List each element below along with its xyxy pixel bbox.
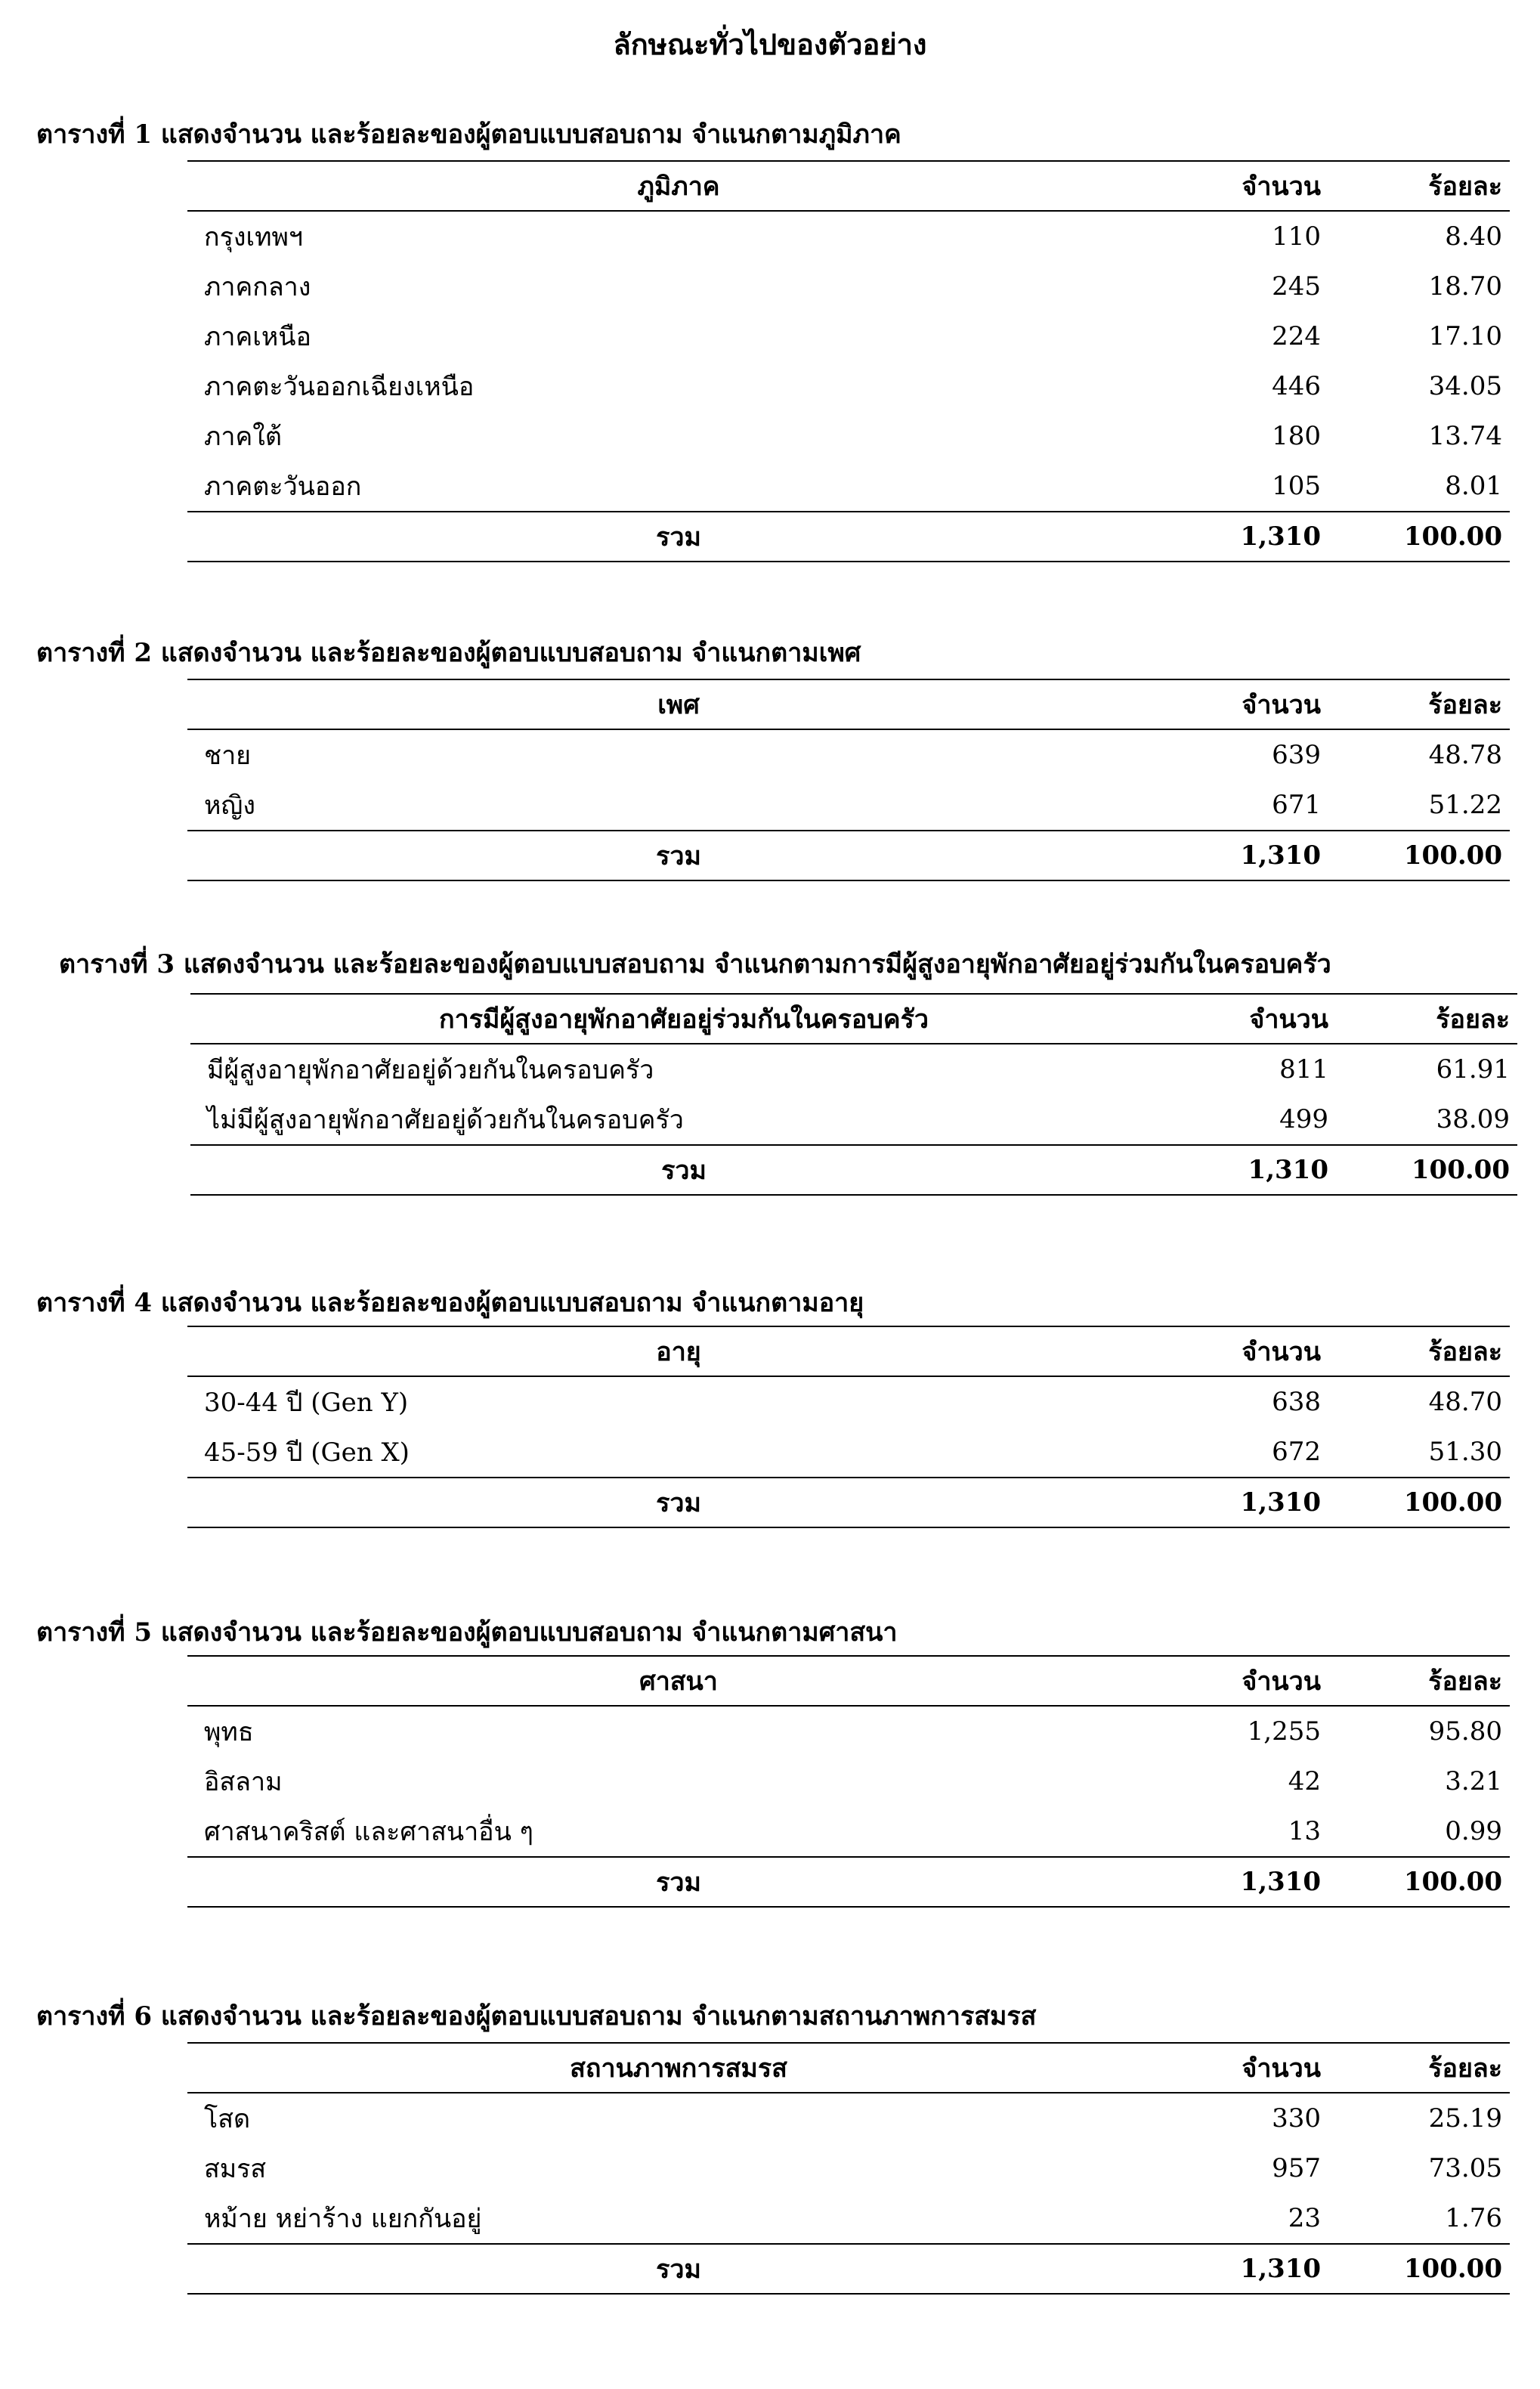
row-label: ศาสนาคริสต์ และศาสนาอื่น ๆ [204,1817,533,1847]
table-row [187,2093,1510,2143]
header-percent: ร้อยละ [1328,679,1510,729]
table-row [187,311,1510,361]
row-label: กรุงเทพฯ [204,222,303,252]
row-label: หญิง [204,791,255,821]
table-caption: ตารางที่ 1 แสดงจำนวน และร้อยละของผู้ตอบแบบสอบถาม จำแนกตามภูมิภาค [36,119,901,150]
total-row [187,831,1510,880]
row-label: 45-59 ปี (Gen X) [204,1437,410,1468]
row-percent: 8.01 [1445,471,1502,501]
row-count: 180 [1272,421,1321,451]
header-percent: ร้อยละ [1336,994,1517,1044]
table-caption: ตารางที่ 6 แสดงจำนวน และร้อยละของผู้ตอบแบบสอบถาม จำแนกตามสถานภาพการสมรส [36,2001,1037,2032]
row-count: 105 [1272,471,1321,501]
total-row [187,512,1510,562]
row-percent: 61.91 [1436,1054,1510,1085]
row-percent: 17.10 [1428,321,1502,351]
table-row [187,361,1510,411]
header-percent: ร้อยละ [1328,1326,1510,1376]
header-category: เพศ [187,679,1170,729]
header-count: จำนวน [1170,161,1328,211]
table-marital-status [187,2042,1510,2295]
header-count: จำนวน [1170,1656,1328,1706]
table-religion [187,1655,1510,1908]
header-count: จำนวน [1170,2043,1328,2093]
header-percent: ร้อยละ [1328,1656,1510,1706]
table-row [187,411,1510,461]
row-label: 30-44 ปี (Gen Y) [204,1388,409,1418]
table-row [187,1756,1510,1806]
row-label: ภาคตะวันออก [204,472,362,502]
table-row [187,729,1510,780]
table-age [187,1326,1510,1528]
row-count: 245 [1272,271,1321,302]
row-percent: 18.70 [1428,271,1502,302]
row-count: 499 [1279,1104,1328,1134]
total-label: รวม [187,1857,1170,1907]
row-label: ชาย [204,741,252,771]
row-percent: 73.05 [1428,2153,1502,2183]
row-count: 811 [1279,1054,1328,1085]
row-percent: 13.74 [1428,421,1502,451]
total-label: รวม [187,2244,1170,2294]
row-label: ภาคตะวันออกเฉียงเหนือ [204,372,475,402]
header-count: จำนวน [1177,994,1336,1044]
row-percent: 48.78 [1428,740,1502,770]
row-count: 23 [1288,2203,1321,2233]
total-count: 1,310 [1170,831,1328,880]
header-category: อายุ [187,1326,1170,1376]
total-row [187,1478,1510,1527]
total-percent: 100.00 [1328,831,1510,880]
row-percent: 51.30 [1428,1437,1502,1467]
total-count: 1,310 [1170,512,1328,562]
row-count: 110 [1272,221,1321,252]
table-row [190,1094,1517,1145]
row-percent: 3.21 [1445,1766,1502,1796]
row-label: โสด [204,2104,251,2134]
total-count: 1,310 [1170,1857,1328,1907]
row-percent: 25.19 [1428,2103,1502,2134]
table-caption: ตารางที่ 4 แสดงจำนวน และร้อยละของผู้ตอบแบบสอบถาม จำแนกตามอายุ [36,1288,864,1318]
table-row [187,461,1510,512]
row-label: ภาคกลาง [204,272,311,302]
row-percent: 8.40 [1445,221,1502,252]
row-label: อิสลาม [204,1767,283,1797]
row-count: 224 [1272,321,1321,351]
row-percent: 38.09 [1436,1104,1510,1134]
table-row [187,780,1510,831]
row-label: ภาคใต้ [204,422,282,452]
header-percent: ร้อยละ [1328,161,1510,211]
total-label: รวม [190,1145,1177,1195]
table-elderly [190,993,1517,1196]
table-row [187,1376,1510,1427]
total-count: 1,310 [1170,1478,1328,1527]
total-count: 1,310 [1177,1145,1336,1195]
header-category: การมีผู้สูงอายุพักอาศัยอยู่ร่วมกันในครอบครัว [190,994,1177,1044]
table-sex [187,679,1510,881]
total-percent: 100.00 [1328,1857,1510,1907]
row-count: 446 [1272,371,1321,401]
table-row [187,1427,1510,1478]
row-count: 1,255 [1247,1716,1321,1747]
row-label: ภาคเหนือ [204,322,311,352]
total-label: รวม [187,512,1170,562]
row-count: 672 [1272,1437,1321,1467]
row-count: 671 [1272,790,1321,820]
table-caption: ตารางที่ 3 แสดงจำนวน และร้อยละของผู้ตอบแบบสอบถาม จำแนกตามการมีผู้สูงอายุพักอาศัยอยู่ร่วมกันในครอบครัว [59,949,1331,979]
row-percent: 48.70 [1428,1387,1502,1417]
table-region [187,160,1510,562]
header-count: จำนวน [1170,1326,1328,1376]
total-percent: 100.00 [1328,512,1510,562]
row-percent: 0.99 [1445,1816,1502,1846]
row-label: หม้าย หย่าร้าง แยกกันอยู่ [204,2204,482,2234]
total-row [187,2244,1510,2294]
row-count: 13 [1288,1816,1321,1846]
total-label: รวม [187,831,1170,880]
table-caption: ตารางที่ 5 แสดงจำนวน และร้อยละของผู้ตอบแบบสอบถาม จำแนกตามศาสนา [36,1617,898,1648]
row-label: พุทธ [204,1717,254,1747]
total-row [190,1145,1517,1195]
row-label: ไม่มีผู้สูงอายุพักอาศัยอยู่ด้วยกันในครอบครัว [207,1105,684,1135]
row-percent: 34.05 [1428,371,1502,401]
header-count: จำนวน [1170,679,1328,729]
table-row [187,2193,1510,2244]
total-percent: 100.00 [1328,2244,1510,2294]
table-row [187,1806,1510,1857]
row-count: 957 [1272,2153,1321,2183]
header-category: สถานภาพการสมรส [187,2043,1170,2093]
page-title: ลักษณะทั่วไปของตัวอย่าง [613,27,927,61]
row-percent: 1.76 [1445,2203,1502,2233]
total-count: 1,310 [1170,2244,1328,2294]
row-label: มีผู้สูงอายุพักอาศัยอยู่ด้วยกันในครอบครัว [207,1055,654,1085]
row-count: 639 [1272,740,1321,770]
table-row [187,2143,1510,2193]
table-row [187,1706,1510,1756]
total-percent: 100.00 [1336,1145,1517,1195]
row-percent: 95.80 [1428,1716,1502,1747]
row-count: 42 [1288,1766,1321,1796]
total-label: รวม [187,1478,1170,1527]
total-percent: 100.00 [1328,1478,1510,1527]
table-row [190,1044,1517,1094]
header-percent: ร้อยละ [1328,2043,1510,2093]
table-caption: ตารางที่ 2 แสดงจำนวน และร้อยละของผู้ตอบแบบสอบถาม จำแนกตามเพศ [36,638,861,668]
row-count: 330 [1272,2103,1321,2134]
header-category: ศาสนา [187,1656,1170,1706]
total-row [187,1857,1510,1907]
row-label: สมรส [204,2154,267,2184]
row-count: 638 [1272,1387,1321,1417]
header-category: ภูมิภาค [187,161,1170,211]
table-row [187,261,1510,311]
row-percent: 51.22 [1428,790,1502,820]
table-row [187,211,1510,261]
